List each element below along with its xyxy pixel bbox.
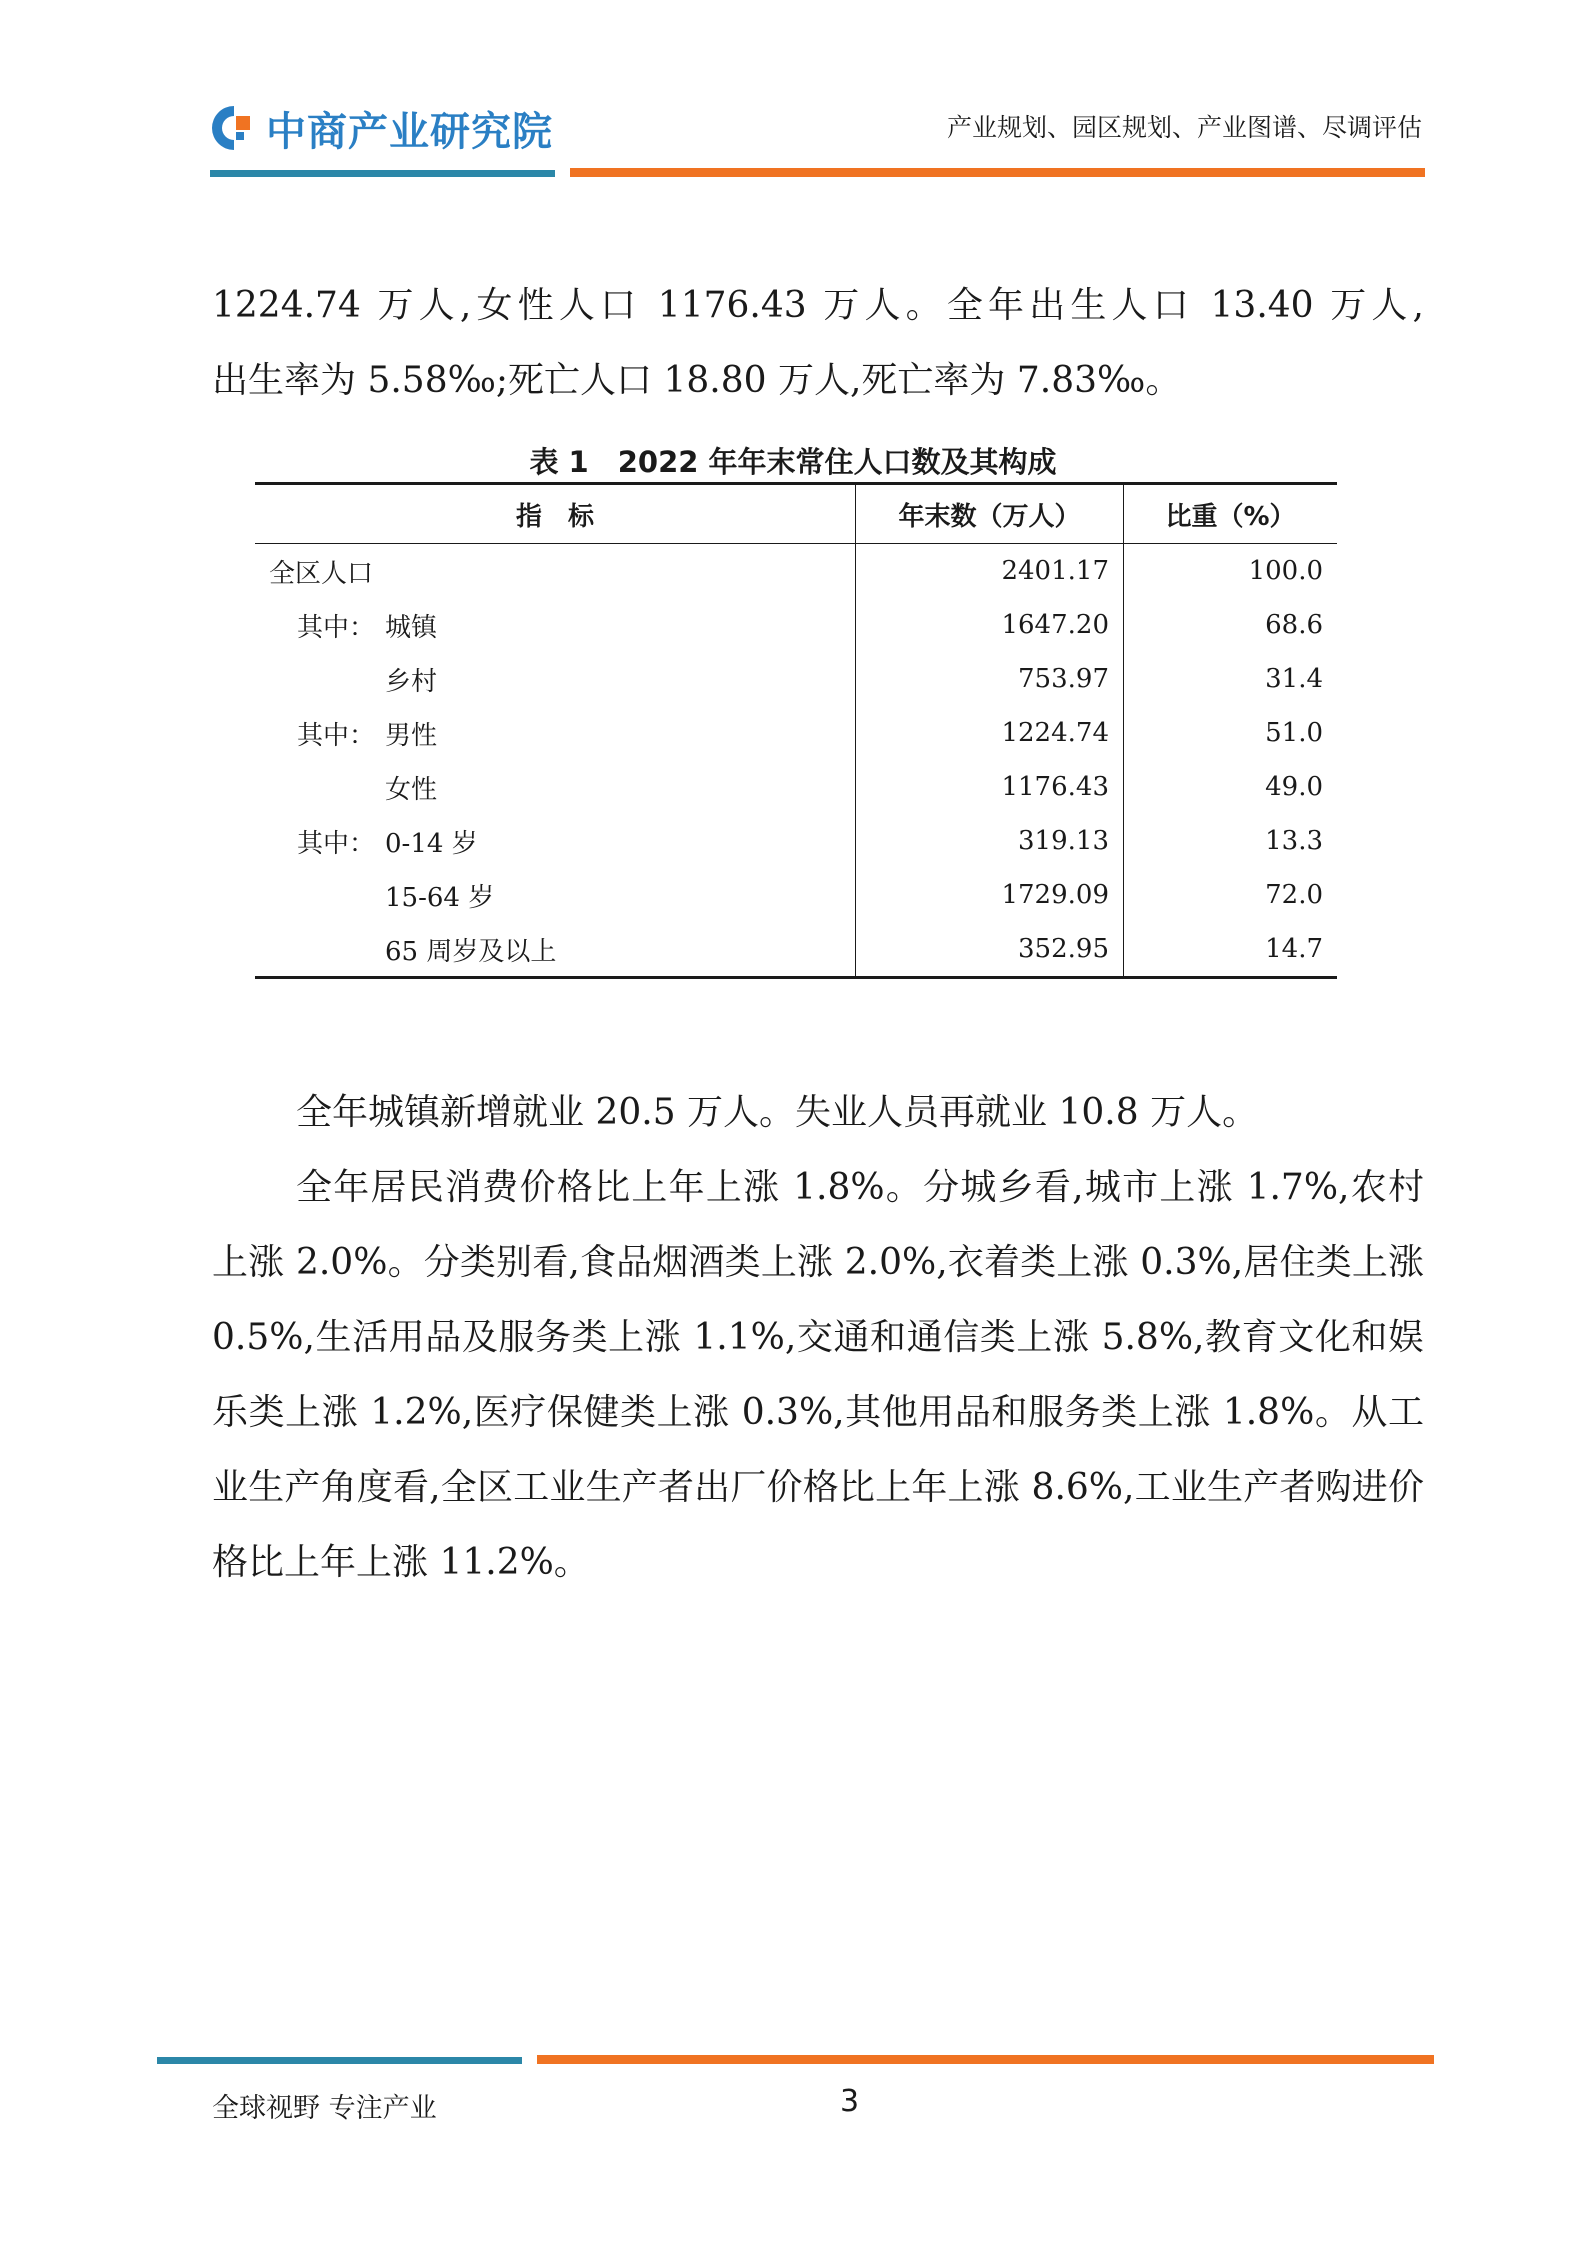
- row-label: 男性: [385, 720, 438, 751]
- row-label: 全区人口: [269, 558, 374, 589]
- header-tagline: 产业规划、园区规划、产业图谱、尽调评估: [946, 113, 1422, 142]
- row-value: 753.97: [856, 652, 1124, 706]
- table-row: [255, 706, 1337, 760]
- brand-logo: [208, 100, 553, 156]
- header-divider-orange: [570, 168, 1425, 177]
- row-prefix: 其中：: [297, 828, 376, 859]
- row-share: 68.6: [1265, 610, 1323, 640]
- brand-name: 中商产业研究院: [266, 108, 553, 155]
- page-number: 3: [840, 2084, 860, 2119]
- brand-logo-icon: [208, 102, 260, 154]
- row-value: 352.95: [856, 922, 1124, 978]
- row-value: 1176.43: [856, 760, 1124, 814]
- row-prefix: 其中：: [297, 612, 376, 643]
- population-table: [255, 482, 1337, 979]
- paragraph-employment: 全年城镇新增就业 20.5 万人。失业人员再就业 10.8 万人。: [296, 1092, 1259, 1133]
- table-row: [255, 598, 1337, 652]
- table-row: [255, 652, 1337, 706]
- row-share: 100.0: [1248, 556, 1323, 586]
- row-label: 0-14 岁: [385, 828, 478, 859]
- table-header-share: 比重（%）: [1124, 484, 1338, 544]
- table-header-value: 年末数（万人）: [856, 484, 1124, 544]
- row-value: 1647.20: [856, 598, 1124, 652]
- row-value: 319.13: [856, 814, 1124, 868]
- row-share: 14.7: [1124, 922, 1338, 978]
- row-value: 1729.09: [856, 868, 1124, 922]
- row-share: 13.3: [1265, 826, 1323, 856]
- paragraph-population-line-2: 出生率为 5.58‰;死亡人口 18.80 万人,死亡率为 7.83‰。: [212, 360, 1182, 401]
- row-share: 31.4: [1265, 664, 1323, 694]
- row-share: 51.0: [1265, 718, 1323, 748]
- footer-slogan: 全球视野 专注产业: [212, 2093, 437, 2124]
- table-row: [255, 868, 1337, 922]
- row-value: 1224.74: [856, 706, 1124, 760]
- row-label: 乡村: [385, 666, 438, 697]
- row-share: 49.0: [1265, 772, 1323, 802]
- row-label: 城镇: [385, 612, 438, 643]
- header-divider-blue: [210, 170, 555, 177]
- footer-divider-blue: [157, 2057, 522, 2064]
- table-row: [255, 760, 1337, 814]
- table-row: [255, 922, 1337, 978]
- paragraph-prices: 全年居民消费价格比上年上涨 1.8%。分城乡看,城市上涨 1.7%,农村上涨 2.0%。分类别看,食品烟酒类上涨 2.0%,衣着类上涨 0.3%,居住类上涨 0.5%,生活用品及服务类上涨 1.1%,交通和通信类上涨 5.8%,教育文化和娱乐类上涨 1.2%,医疗保健类上涨 0.3%,其他用品和服务类上涨 1.8%。从工业生产角度看,全区工业生产者出厂价格比上年上涨 8.6%,工业生产者购进价格比上年上涨 11.2%。: [212, 1167, 1424, 1583]
- row-label: 65 周岁及以上: [385, 936, 557, 967]
- table-row: [255, 544, 1337, 599]
- table-header-indicator: 指 标: [255, 484, 856, 544]
- paragraph-population-line-1: 1224.74 万人,女性人口 1176.43 万人。全年出生人口 13.40 万人,: [212, 285, 1424, 326]
- row-prefix: 其中：: [297, 720, 376, 751]
- row-share: 72.0: [1265, 880, 1323, 910]
- row-label: 15-64 岁: [385, 882, 495, 913]
- footer-divider-orange: [537, 2055, 1434, 2064]
- table-caption: 表 1 2022 年年末常住人口数及其构成: [529, 445, 1057, 479]
- row-value: 2401.17: [856, 544, 1124, 599]
- table-row: [255, 814, 1337, 868]
- row-label: 女性: [385, 774, 438, 805]
